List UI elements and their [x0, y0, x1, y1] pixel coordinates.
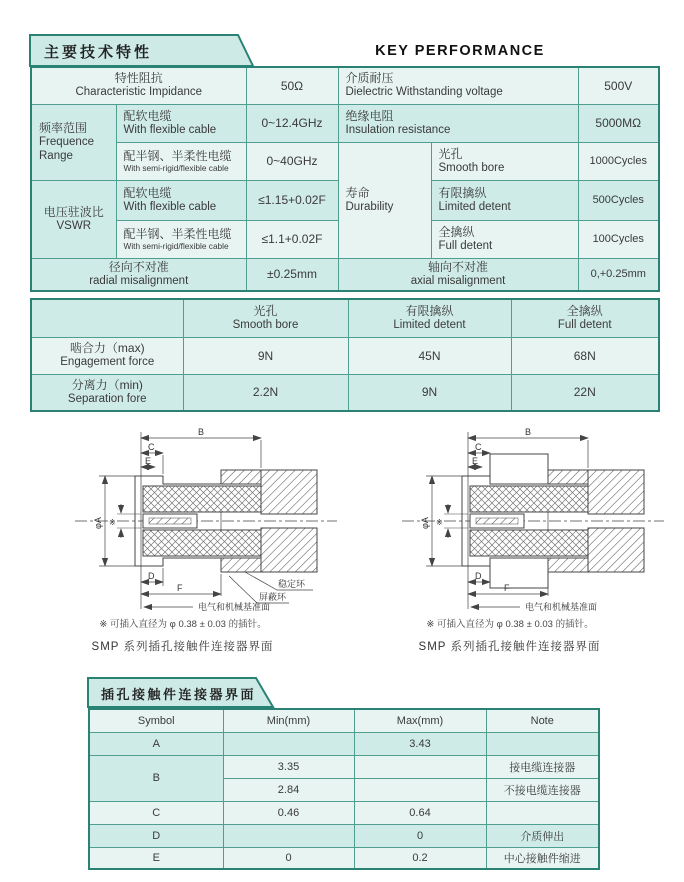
freq-semirigid-value: 0~40GHz	[246, 142, 338, 180]
dim-header-max: Max(mm)	[354, 709, 486, 732]
frequency-range-cell: 频率范围 Frequence Range	[31, 104, 116, 180]
dim-e-label: E	[472, 456, 479, 466]
col-full-detent: 全擒纵 Full detent	[511, 299, 659, 337]
col-limited-detent: 有限擒纵 Limited detent	[348, 299, 511, 337]
dim-c-label: C	[148, 442, 155, 452]
dim-f-label: F	[177, 583, 183, 593]
dim-table-title: 插孔接触件连接器界面	[101, 687, 257, 702]
diagram-caption-left: SMP 系列插孔接触件连接器界面	[91, 641, 274, 653]
diagram-note-left: ※ 可插入直径为 φ 0.38 ± 0.03 的插针。	[99, 619, 267, 630]
diagram-note-right: ※ 可插入直径为 φ 0.38 ± 0.03 的插针。	[426, 619, 594, 630]
diagram-caption-right: SMP 系列插孔接触件连接器界面	[418, 641, 601, 653]
dim-header-note: Note	[486, 709, 599, 732]
dim-c-label: C	[475, 442, 482, 452]
dim-phia-label: φA	[93, 517, 103, 529]
dim-sym-e: E	[89, 847, 223, 869]
dim-note-e: 中心接触件缩进	[486, 847, 599, 869]
durability-limited-value: 500Cycles	[578, 180, 659, 220]
dim-phia-label: φA	[420, 517, 430, 529]
freq-flexible-value: 0~12.4GHz	[246, 104, 338, 142]
dielectric-cell: 介质耐压 Dielectric Withstanding voltage	[338, 67, 578, 104]
table-row	[89, 801, 599, 824]
dim-note-c	[486, 801, 599, 824]
impedance-cell: 特性阻抗 Characteristic Impidance	[31, 67, 246, 104]
vswr-flexible-cell: 配软电缆 With flexible cable	[116, 180, 246, 220]
key-performance-table	[30, 66, 660, 292]
dim-header-symbol: Symbol	[89, 709, 223, 732]
callout-shield-ring: 屏蔽环	[259, 592, 287, 602]
durability-cell: 寿命 Durability	[338, 142, 431, 258]
dim-d-label: D	[475, 571, 482, 581]
dim-min-b2: 2.84	[223, 778, 354, 801]
dim-note-d: 介质伸出	[486, 824, 599, 847]
dim-max-b1	[354, 755, 486, 778]
vswr-cell: 电压驻波比 VSWR	[31, 180, 116, 258]
table-row	[89, 824, 599, 847]
radial-misalignment-value: ±0.25mm	[246, 258, 338, 291]
dim-b-label: B	[525, 427, 532, 437]
insulation-value: 5000MΩ	[578, 104, 659, 142]
dim-note-a	[486, 732, 599, 755]
table-row	[89, 847, 599, 869]
force-corner-cell	[31, 299, 183, 337]
callout-stable-ring: 稳定环	[278, 579, 306, 589]
key-performance-title: KEY PERFORMANCE	[375, 43, 545, 59]
dim-max-b2	[354, 778, 486, 801]
durability-smooth-cell: 光孔 Smooth bore	[431, 142, 578, 180]
freq-semirigid-cell: 配半钢、半柔性电缆 With semi-rigid/flexible cable	[116, 142, 246, 180]
dim-sym-a: A	[89, 732, 223, 755]
dim-star-label: ※	[436, 518, 443, 527]
interface-dimension-table	[88, 708, 600, 870]
col-smooth-bore: 光孔 Smooth bore	[183, 299, 348, 337]
dim-sym-c: C	[89, 801, 223, 824]
radial-misalignment-cell: 径向不对准 radial misalignment	[31, 258, 246, 291]
dim-min-b1: 3.35	[223, 755, 354, 778]
dim-header-min: Min(mm)	[223, 709, 354, 732]
dim-min-c: 0.46	[223, 801, 354, 824]
dim-min-e: 0	[223, 847, 354, 869]
dim-note-b2: 不接电缆连接器	[486, 778, 599, 801]
dim-max-a: 3.43	[354, 732, 486, 755]
dim-star-label: ※	[109, 518, 116, 527]
separation-force-label: 分离力（min) Separation fore	[31, 374, 183, 411]
force-table	[30, 298, 660, 412]
engagement-force-label: 啮合力（max) Engagement force	[31, 337, 183, 374]
vswr-semirigid-cell: 配半钢、半柔性电缆 With semi-rigid/flexible cable	[116, 220, 246, 258]
durability-smooth-value: 1000Cycles	[578, 142, 659, 180]
dim-note-b1: 接电缆连接器	[486, 755, 599, 778]
separation-limited: 9N	[348, 374, 511, 411]
dim-min-a	[223, 732, 354, 755]
durability-full-cell: 全擒纵 Full detent	[431, 220, 578, 258]
axial-misalignment-cell: 轴向不对准 axial misalignment	[338, 258, 578, 291]
connector-drawing-left	[25, 426, 340, 616]
engagement-limited: 45N	[348, 337, 511, 374]
dim-sym-b: B	[89, 755, 223, 801]
freq-flexible-cell: 配软电缆 With flexible cable	[116, 104, 246, 142]
callout-reference-plane: 电气和机械基准面	[525, 602, 598, 612]
main-title: 主要技术特性	[44, 44, 153, 61]
dim-e-label: E	[145, 456, 152, 466]
dielectric-value: 500V	[578, 67, 659, 104]
impedance-value: 50Ω	[246, 67, 338, 104]
axial-misalignment-value: 0,+0.25mm	[578, 258, 659, 291]
vswr-semirigid-value: ≤1.1+0.02F	[246, 220, 338, 258]
dim-max-e: 0.2	[354, 847, 486, 869]
separation-full: 22N	[511, 374, 659, 411]
dim-max-c: 0.64	[354, 801, 486, 824]
dim-max-d: 0	[354, 824, 486, 847]
separation-smooth: 2.2N	[183, 374, 348, 411]
connector-drawing-right	[352, 426, 667, 616]
dim-min-d	[223, 824, 354, 847]
durability-full-value: 100Cycles	[578, 220, 659, 258]
insulation-cell: 绝缘电阻 Insulation resistance	[338, 104, 578, 142]
callout-reference-plane: 电气和机械基准面	[198, 602, 271, 612]
dim-sym-d: D	[89, 824, 223, 847]
engagement-smooth: 9N	[183, 337, 348, 374]
center-contact-socket	[470, 514, 524, 528]
engagement-full: 68N	[511, 337, 659, 374]
table-row	[89, 732, 599, 755]
dim-f-label: F	[504, 583, 510, 593]
vswr-flexible-value: ≤1.15+0.02F	[246, 180, 338, 220]
table-row	[89, 755, 599, 778]
durability-limited-cell: 有限擒纵 Limited detent	[431, 180, 578, 220]
center-contact-socket	[143, 514, 197, 528]
dim-d-label: D	[148, 571, 155, 581]
dim-b-label: B	[198, 427, 205, 437]
